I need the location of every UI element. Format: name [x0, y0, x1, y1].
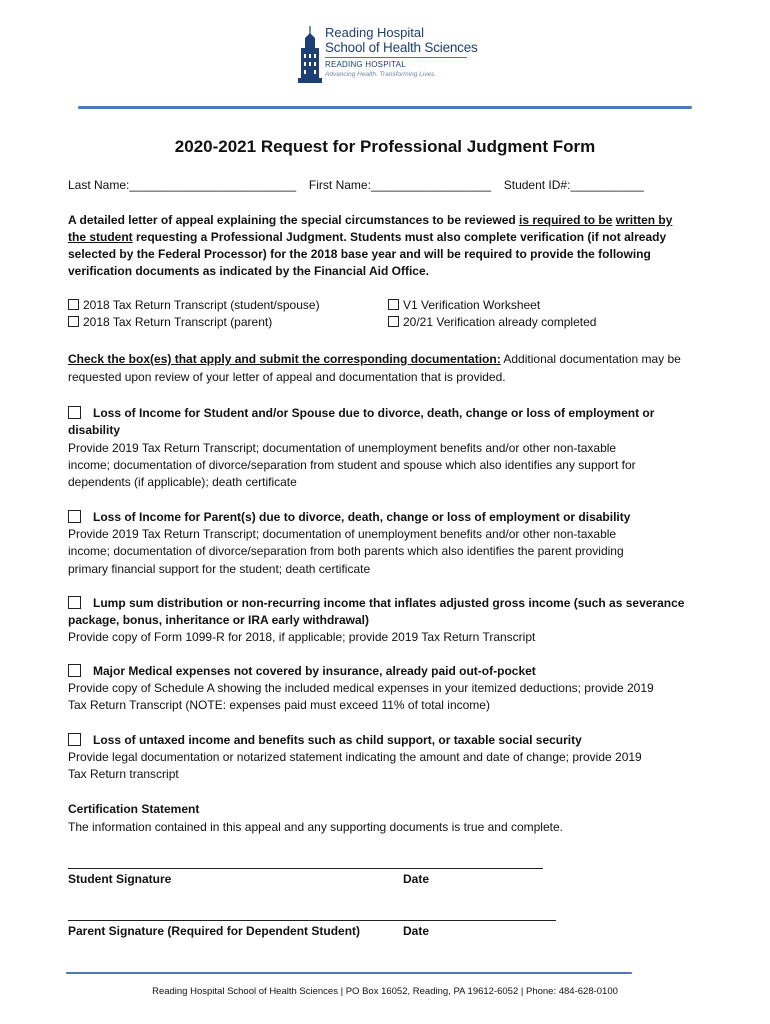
- intro-line-1: A detailed letter of appeal explaining the special circumstances to be reviewed is required to be written by: [68, 213, 673, 227]
- student-signature-line[interactable]: [68, 868, 543, 869]
- checkbox[interactable]: [388, 316, 399, 327]
- section-2-checkbox[interactable]: [68, 510, 81, 523]
- logo-line-2: School of Health Sciences: [325, 40, 478, 55]
- student-signature-label: Student Signature: [68, 872, 172, 886]
- logo-line-3: READING HOSPITAL: [325, 60, 406, 69]
- first-name-field[interactable]: First Name:__________________: [308, 178, 492, 192]
- section-4-title: Major Medical expenses not covered by insurance, already paid out-of-pocket: [68, 663, 536, 680]
- section-3-title-cont: package, bonus, inheritance or IRA early withdrawal): [68, 613, 369, 627]
- last-name-field[interactable]: Last Name:_________________________: [68, 178, 297, 192]
- section-4-body-2: Tax Return Transcript (NOTE: expenses paid must exceed 11% of total income): [68, 698, 490, 712]
- section-1-checkbox[interactable]: [68, 406, 81, 419]
- section-5-title: Loss of untaxed income and benefits such as child support, or taxable social security: [68, 732, 582, 749]
- logo-divider: [325, 57, 467, 58]
- check-verification-completed: 20/21 Verification already completed: [388, 314, 596, 331]
- intro-line-3: selected by the Federal Processor) for the 2018 base year and will be required to provide the following: [68, 247, 651, 261]
- parent-date-label: Date: [403, 924, 430, 938]
- id-line: [68, 177, 644, 194]
- section-3-body-1: Provide copy of Form 1099-R for 2018, if applicable; provide 2019 Tax Return Transcript: [68, 630, 536, 644]
- page-title: 2020-2021 Request for Professional Judgment Form: [174, 137, 596, 156]
- section-1-title: Loss of Income for Student and/or Spouse due to divorce, death, change or loss of employment or: [68, 405, 654, 422]
- section-4-body-1: Provide copy of Schedule A showing the included medical expenses in your itemized deductions; provide 2019: [68, 681, 654, 695]
- section-2-title: Loss of Income for Parent(s) due to divorce, death, change or loss of employment or disability: [68, 509, 630, 526]
- certification-heading: Certification Statement: [68, 802, 200, 816]
- section-1-body-1: Provide 2019 Tax Return Transcript; documentation of unemployment benefits and/or other non-taxable: [68, 441, 617, 455]
- school-logo: [298, 22, 478, 86]
- checkbox[interactable]: [388, 299, 399, 310]
- footer-rule: [66, 972, 632, 974]
- section-2-body-1: Provide 2019 Tax Return Transcript; documentation of unemployment benefits and/or other non-taxable: [68, 527, 617, 541]
- student-id-field[interactable]: Student ID#:___________: [503, 178, 644, 192]
- section-1-body-2: income; documentation of divorce/separation from student and spouse which also identifies any support for: [68, 458, 636, 472]
- instructions-line-2: requested upon review of your letter of appeal and documentation that is provided.: [68, 370, 506, 384]
- footer-contact: Reading Hospital School of Health Sciences | PO Box 16052, Reading, PA 19612-6052 | Phone: 484-628-0100: [152, 986, 618, 997]
- certification-text: The information contained in this appeal and any supporting documents is true and complete.: [68, 820, 563, 834]
- check-student-transcript: 2018 Tax Return Transcript (student/spouse): [68, 297, 320, 314]
- building-logo-icon: [298, 24, 322, 84]
- student-date-label: Date: [403, 872, 430, 886]
- check-parent-transcript: 2018 Tax Return Transcript (parent): [68, 314, 272, 331]
- checkbox[interactable]: [68, 316, 79, 327]
- section-1-title-cont: disability: [68, 423, 121, 437]
- section-4-checkbox[interactable]: [68, 664, 81, 677]
- intro-line-4: verification documents as indicated by the Financial Aid Office.: [68, 264, 429, 278]
- header-rule: [78, 106, 692, 109]
- section-5-body-1: Provide legal documentation or notarized statement indicating the amount and date of change; provide 2019: [68, 750, 642, 764]
- parent-signature-label: Parent Signature (Required for Dependent Student): [68, 924, 361, 938]
- section-5-checkbox[interactable]: [68, 733, 81, 746]
- section-2-body-2: income; documentation of divorce/separation from both parents which also identifies the parent providing: [68, 544, 624, 558]
- section-3-title: Lump sum distribution or non-recurring income that inflates adjusted gross income (such as severance: [68, 595, 684, 612]
- section-3-checkbox[interactable]: [68, 596, 81, 609]
- intro-line-2: the student requesting a Professional Judgment. Students must also complete verification (if not already: [68, 230, 667, 244]
- check-v1-worksheet: V1 Verification Worksheet: [388, 297, 540, 314]
- logo-tagline: Advancing Health. Transforming Lives.: [325, 71, 437, 78]
- section-5-body-2: Tax Return transcript: [68, 767, 179, 781]
- section-1-body-3: dependents (if applicable); death certificate: [68, 475, 297, 489]
- logo-line-1: Reading Hospital: [325, 25, 425, 40]
- section-2-body-3: primary financial support for the student; death certificate: [68, 562, 371, 576]
- parent-signature-line[interactable]: [68, 920, 556, 921]
- instructions-line-1: Check the box(es) that apply and submit the corresponding documentation: Additional documentation may be: [68, 352, 681, 366]
- checkbox[interactable]: [68, 299, 79, 310]
